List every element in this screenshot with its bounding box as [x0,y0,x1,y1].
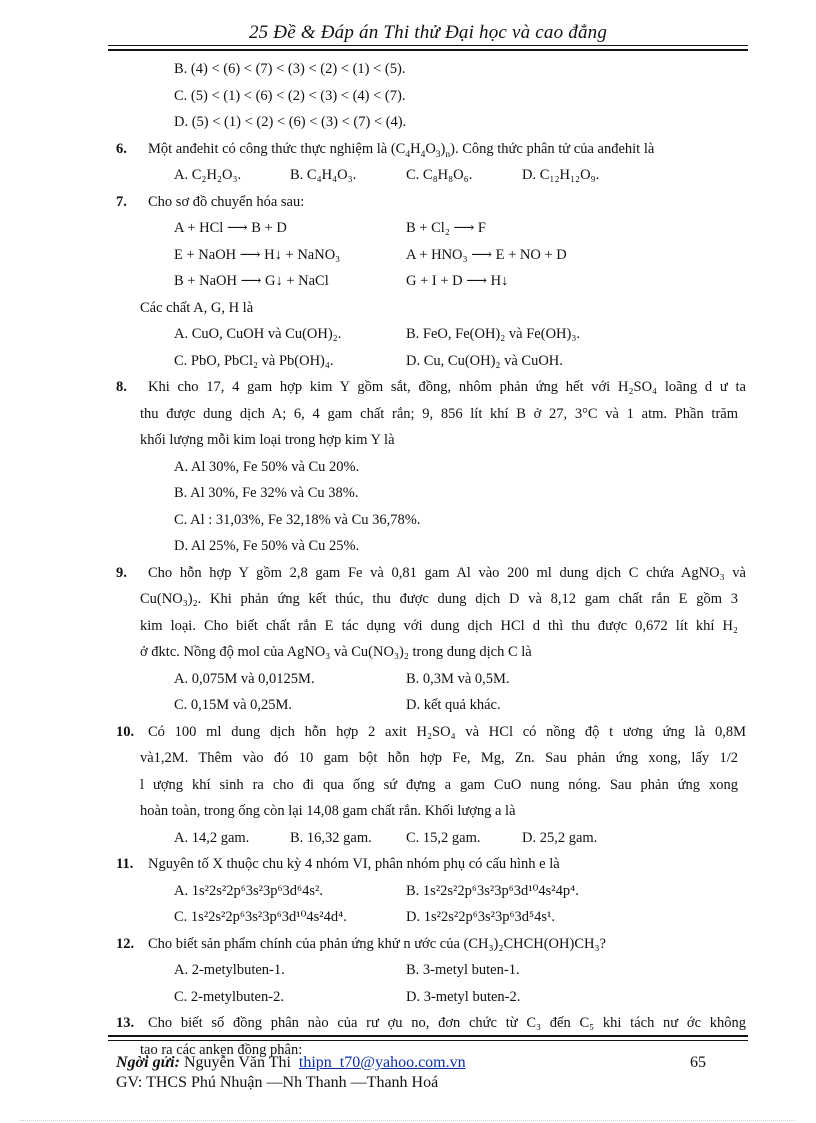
reaction-4: A + HNO₃ ⟶ E + NO + D [406,246,567,263]
footer-sender [116,1054,706,1072]
question-12 [108,931,748,958]
q13-stem-line-1: Cho biết số đồng phân nào của rư ợu no, đơn chức từ C₃ đến C₅ khi tách nư ớc không [148,1015,746,1031]
question-13 [108,1010,748,1037]
page-header-title: 25 Đề & Đáp án Thi thử Đại học và cao đẳng [248,22,608,43]
q9-stem-wrap-3 [108,613,748,640]
q9-stem-line-2: Cu(NO₃)₂. Khi phản ứng kết thúc, thu được dung dịch D và 8,12 gam chất rắn E gồm 3 [140,591,738,607]
sender-name: Nguyễn Văn Thi [179,1054,291,1071]
question-number: 6. [116,140,127,157]
email-link[interactable]: thipn_t70@yahoo.com.vn [298,1054,466,1071]
q9-option-b: B. 0,3M và 0,5M. [406,670,510,687]
question-number: 7. [116,193,127,210]
q12-option-b: B. 3-metyl buten-1. [406,962,520,978]
q6-option-a: A. C₂H₂O₃. [174,167,242,183]
header-rule [108,45,748,46]
q8-stem-line-2: thu được dung dịch A; 6, 4 gam chất rắn; 9, 856 lít khí B ở 27, 3°C và 1 atm. Phần trăm [140,405,738,422]
q10-options [108,825,748,852]
footer-school: GV: THCS Phú Nhuận —Nh Thanh —Thanh Hoá [116,1074,439,1091]
question-8 [108,374,748,401]
q12-options-row-1 [108,957,748,984]
page-number: 65 [690,1054,706,1071]
question-number: 10. [116,723,135,740]
q9-stem-wrap-2 [108,586,748,613]
q7-reactions-row-3 [108,268,748,295]
q7-stem: Cho sơ đồ chuyển hóa sau: [148,193,305,210]
q5-option-d: D. (5) < (1) < (2) < (6) < (3) < (7) < (4). [174,114,407,130]
q12-stem: Cho biết sản phẩm chính của phản ứng khử n ước của (CH₃)₂CHCH(OH)CH₃? [148,935,606,952]
q10-stem-wrap-3 [108,772,748,799]
question-number: 13. [116,1015,135,1031]
q5-option-c: C. (5) < (1) < (6) < (2) < (3) < (4) < (7). [174,87,406,104]
q6-stem-start: Một anđehit có công thức thực nghiệm là (C [148,140,406,157]
reaction-2: B + Cl₂ ⟶ F [406,220,486,236]
q11-option-a: A. 1s²2s²2p⁶3s²3p⁶3d⁶4s². [174,882,323,899]
q9-stem-line-1: Cho hỗn hợp Y gồm 2,8 gam Fe và 0,81 gam Al vào 200 ml dung dịch C chứa AgNO₃ và [148,564,746,581]
q10-stem-line-4: hoàn toàn, trong ống còn lại 14,08 gam chất rắn. Khối lượng a là [140,803,516,819]
q11-option-d: D. 1s²2s²2p⁶3s²3p⁶3d⁵4s¹. [406,909,555,925]
q7-reactions-row-2 [108,242,748,269]
question-number: 11. [116,856,134,872]
q8-option-a: A. Al 30%, Fe 50% và Cu 20%. [174,458,360,475]
q9-stem-line-3: kim loại. Cho biết chất rắn E tác dụng với dung dịch HCl d thì thu được 0,672 lít khí H₂ [140,617,738,634]
footer-rule-thick [108,1035,748,1037]
question-number: 8. [116,379,127,395]
question-10 [108,719,748,746]
q6-option-b: B. C₄H₄O₃. [290,167,357,183]
q8-stem-wrap-2 [108,401,748,428]
q7-options-row-2 [108,348,748,375]
q11-option-b: B. 1s²2s²2p⁶3s²3p⁶3d¹⁰4s²4p⁴. [406,882,579,899]
reaction-3: E + NaOH ⟶ H↓ + NaNO₃ [174,246,341,263]
q8-stem-line-1: Khi cho 17, 4 gam hợp kim Y gồm sắt, đồng, nhôm phản ứng hết với H₂SO₄ loãng d ư ta [148,379,746,395]
q9-option-d: D. kết quả khác. [406,697,501,713]
q11-options-row-1 [108,878,748,905]
q10-option-c: C. 15,2 gam. [406,829,481,846]
q8-stem-wrap-3 [108,427,748,454]
q9-options-row-2 [108,692,748,719]
q11-options-row-2 [108,904,748,931]
q10-stem-line-3: l ượng khí sinh ra cho đi qua ống sứ đựng a gam CuO nung nóng. Sau phản ứng xong [140,776,738,793]
q7-options-row-1 [108,321,748,348]
q8-stem-line-3: khối lượng mỗi kim loại trong hợp kim Y là [140,432,395,448]
q8-option-d: D. Al 25%, Fe 50% và Cu 25%. [174,538,360,554]
q10-stem-line-2: và1,2M. Thêm vào đó 10 gam bột hỗn hợp Fe, Mg, Zn. Sau phản ứng xong, lấy 1/2 [140,750,738,766]
q11-option-c: C. 1s²2s²2p⁶3s²3p⁶3d¹⁰4s²4d⁴. [174,909,347,925]
question-11 [108,851,748,878]
q11-stem: Nguyên tố X thuộc chu kỳ 4 nhóm VI, phân nhóm phụ có cấu hình e là [148,856,560,872]
question-7 [108,189,748,216]
q10-stem-wrap-2 [108,745,748,772]
q9-stem-line-4: ở đktc. Nồng độ mol của AgNO₃ và Cu(NO₃)₂ trong dung dịch C là [140,644,532,660]
q7-option-a: A. CuO, CuOH và Cu(OH)₂. [174,326,342,342]
reaction-1: A + HCl ⟶ B + D [174,220,287,236]
q6-option-d: D. C₁₂H₁₂O₉. [522,167,600,183]
q9-options-row-1 [108,666,748,693]
reaction-5: B + NaOH ⟶ G↓ + NaCl [174,273,329,289]
document-body [108,56,748,1063]
q13-stem-line-2: tạo ra các anken đồng phân: [140,1041,303,1058]
sender-label: Ngời gửi: [116,1054,180,1071]
q8-option-c: C. Al : 31,03%, Fe 32,18% và Cu 36,78%. [174,511,421,528]
q10-option-d: D. 25,2 gam. [522,829,598,846]
q10-option-a: A. 14,2 gam. [174,829,250,846]
q7-option-d: D. Cu, Cu(OH)₂ và CuOH. [406,352,563,369]
header-rule-thick [108,49,748,51]
q12-option-c: C. 2-metylbuten-2. [174,988,284,1005]
q9-stem-wrap-4 [108,639,748,666]
question-9 [108,560,748,587]
footer-rule [108,1040,748,1041]
question-number: 12. [116,935,135,952]
q6-options [108,162,748,189]
q7-reactions-row-1 [108,215,748,242]
question-number: 9. [116,564,127,581]
q10-stem-wrap-4 [108,798,748,825]
q12-option-a: A. 2-metylbuten-1. [174,962,285,978]
q12-option-d: D. 3-metyl buten-2. [406,988,521,1005]
q7-option-c: C. PbO, PbCl₂ và Pb(OH)₄. [174,352,334,369]
reaction-6: G + I + D ⟶ H↓ [406,273,509,289]
q9-option-a: A. 0,075M và 0,0125M. [174,670,315,687]
q5-option-b: B. (4) < (6) < (7) < (3) < (2) < (1) < (5). [174,61,406,77]
q10-option-b: B. 16,32 gam. [290,829,372,846]
q6-option-c: C. C₈H₈O₆. [406,167,473,183]
question-6: 6. Một anđehit có công thức thực nghiệm là $(C_4H_4O_3)_n$). Công thức phân tử của anđehit là [108,136,748,163]
q6-stem-end: ). Công thức phân tử của anđehit là [450,140,655,157]
q7-ask: Các chất A, G, H là [140,299,254,316]
q9-option-c: C. 0,15M và 0,25M. [174,697,293,713]
q7-option-b: B. FeO, Fe(OH)₂ và Fe(OH)₃. [406,326,581,342]
q10-stem-line-1: Có 100 ml dung dịch hỗn hợp 2 axit H₂SO₄ và HCl có nồng độ t ương ứng là 0,8M [148,723,746,740]
q8-option-b: B. Al 30%, Fe 32% và Cu 38%. [174,485,359,501]
q12-options-row-2 [108,984,748,1011]
page-edge-divider [20,1120,796,1121]
